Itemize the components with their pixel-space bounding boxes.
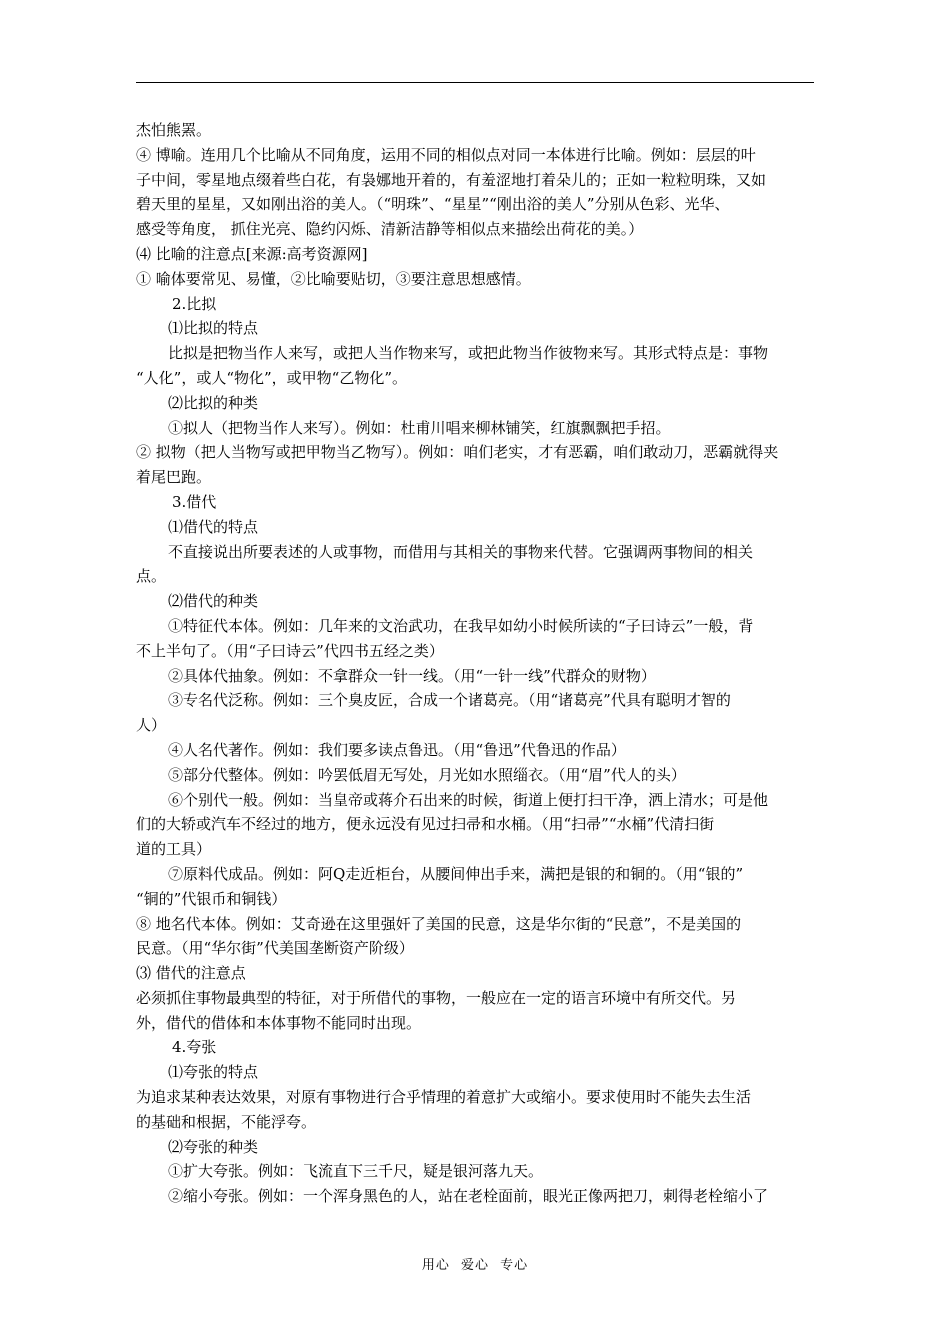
text-line: 比拟是把物当作人来写，或把人当作物来写，或把此物当作彼物来写。其形式特点是：事物 bbox=[168, 344, 769, 363]
text-line: 不直接说出所要表述的人或事物，而借用与其相关的事物来代替。它强调两事物间的相关 bbox=[168, 542, 754, 561]
text-line: 人） bbox=[136, 716, 167, 735]
text-line: 4.夸张 bbox=[172, 1038, 217, 1057]
text-line: 们的大轿或汽车不经过的地方，便永远没有见过扫帚和水桶。（用“扫帚”“水桶”代清扫街 bbox=[136, 815, 715, 834]
text-line: 3.借代 bbox=[172, 492, 217, 511]
text-line: 不上半句了。（用“子曰诗云”代四书五经之类） bbox=[136, 641, 444, 660]
text-line: “铜的”代银币和铜钱） bbox=[136, 889, 287, 908]
text-line: ③专名代泛称。例如：三个臭皮匠，合成一个诸葛亮。（用“诸葛亮”代具有聪明才智的 bbox=[168, 691, 731, 710]
text-line: ⑴借代的特点 bbox=[168, 517, 259, 536]
text-line: 外，借代的借体和本体事物不能同时出现。 bbox=[136, 1013, 422, 1032]
text-line: ⑴夸张的特点 bbox=[168, 1063, 259, 1082]
text-line: 杰怕熊罴。 bbox=[136, 121, 212, 139]
text-line: ④人名代著作。例如：我们要多读点鲁迅。（用“鲁迅”代鲁迅的作品） bbox=[168, 740, 626, 759]
text-line: ① 喻体要常见、易懂，②比喻要贴切，③要注意思想感情。 bbox=[136, 269, 531, 288]
text-line: ⑧ 地名代本体。例如：艾奇逊在这里强奸了美国的民意，这是华尔街的“民意”，不是美国的 bbox=[136, 914, 742, 933]
text-line: “人化”，或人“物化”，或甲物“乙物化”。 bbox=[136, 368, 408, 387]
footer-text-1: 用心 bbox=[421, 1258, 450, 1273]
text-line: 2.比拟 bbox=[172, 294, 217, 313]
text-line: 民意。（用“华尔街”代美国垄断资产阶级） bbox=[136, 939, 414, 958]
text-line: ⑦原料代成品。例如：阿Q走近柜台，从腰间伸出手来，满把是银的和铜的。（用“银的” bbox=[168, 864, 744, 883]
footer-text-3: 专心 bbox=[500, 1258, 529, 1273]
text-line: ②缩小夸张。例如：一个浑身黑色的人，站在老栓面前，眼光正像两把刀，刺得老栓缩小了 bbox=[168, 1187, 769, 1206]
text-line: ⑵借代的种类 bbox=[168, 592, 259, 611]
text-line: 子中间，零星地点缀着些白花，有袅娜地开着的，有羞涩地打着朵儿的；正如一粒粒明珠，又如 bbox=[136, 170, 767, 189]
text-line: 道的工具） bbox=[136, 840, 212, 859]
text-line: 碧天里的星星，又如刚出浴的美人。（“明珠”、“星星”“刚出浴的美人”分别从色彩、光华、 bbox=[136, 195, 730, 214]
text-line: ⑷ 比喻的注意点[来源:高考资源网] bbox=[136, 244, 368, 263]
text-line: ⑵比拟的种类 bbox=[168, 393, 259, 412]
text-line: 感受等角度， 抓住光亮、隐约闪烁、清新洁静等相似点来描绘出荷花的美。） bbox=[136, 220, 644, 239]
page-footer bbox=[0, 1254, 950, 1273]
text-line: ② 拟物（把人当物写或把甲物当乙物写）。例如：咱们老实，才有恶霸，咱们敢动刀，恶霸就得夹 bbox=[136, 443, 779, 462]
footer-text-2: 爱心 bbox=[460, 1258, 489, 1273]
text-line: 的基础和根据，不能浮夸。 bbox=[136, 1112, 317, 1131]
text-line: ⑵夸张的种类 bbox=[168, 1137, 259, 1156]
document-body bbox=[136, 118, 816, 1209]
text-line: ⑶ 借代的注意点 bbox=[136, 964, 246, 983]
text-line: ①特征代本体。例如：几年来的文治武功，在我早如幼小时候所读的“子曰诗云”一般，背 bbox=[168, 616, 754, 635]
text-line: 点。 bbox=[136, 567, 167, 586]
text-line: ①拟人（把物当作人来写）。例如：杜甫川唱来柳林铺笑，红旗飘飘把手招。 bbox=[168, 418, 671, 437]
text-line: ⑤部分代整体。例如：吟罢低眉无写处，月光如水照缁衣。（用“眉”代人的头） bbox=[168, 765, 686, 784]
text-line: 必须抓住事物最典型的特征，对于所借代的事物，一般应在一定的语言环境中有所交代。另 bbox=[136, 988, 737, 1007]
text-line: ⑴比拟的特点 bbox=[168, 319, 259, 338]
text-line: ①扩大夸张。例如：飞流直下三千尺，疑是银河落九天。 bbox=[168, 1162, 544, 1181]
text-line: ④ 博喻。连用几个比喻从不同角度，运用不同的相似点对同一本体进行比喻。例如：层层的叶 bbox=[136, 145, 756, 164]
text-line: 为追求某种表达效果，对原有事物进行合乎情理的着意扩大或缩小。要求使用时不能失去生活 bbox=[136, 1088, 752, 1107]
text-line: ⑥个别代一般。例如：当皇帝或蒋介石出来的时候，街道上便打扫干净，洒上清水；可是他 bbox=[168, 790, 769, 809]
header-rule bbox=[136, 82, 814, 83]
text-line: 着尾巴跑。 bbox=[136, 468, 212, 487]
text-line: ②具体代抽象。例如：不拿群众一针一线。（用“一针一线”代群众的财物） bbox=[168, 666, 656, 685]
